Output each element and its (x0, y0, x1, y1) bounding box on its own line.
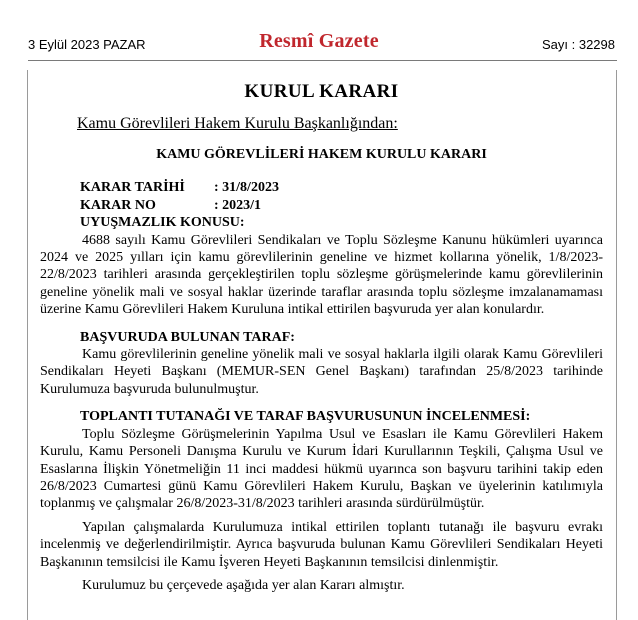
section-heading-dispute: UYUŞMAZLIK KONUSU: (80, 215, 245, 231)
document-body (40, 80, 603, 594)
gazette-header (0, 0, 638, 62)
paragraph: Kamu görevlilerinin geneline yönelik mali ve sosyal haklarla ilgili olarak Kamu Görevlileri Sendikaları Heyeti Başkanı (MEMUR-SEN Genel Başkanı) tarafından 25/8/2023 tarihinde Kurulumuza başvuruda bulunulmuştur. (40, 347, 603, 397)
decision-title: KAMU GÖREVLİLERİ HAKEM KURULU KARARI (156, 147, 487, 162)
meta-label: KARAR NO (80, 197, 156, 213)
paragraph: Yapılan çalışmalarda Kurulumuza intikal ettirilen toplantı tutanağı ile başvuru evrakı incelenmiş ve değerlendirilmiştir. Ayrıca başvuruda bulunan Kamu Görevlileri Sendikaları Heyeti Başkanının temsilcisi ile Kamu İşveren Heyeti Başkanının temsilcisi dinlenmiştir. (40, 519, 603, 570)
left-frame-line (27, 70, 28, 620)
paragraph: Kurulumuz bu çerçevede aşağıda yer alan Kararı almıştır. (82, 577, 405, 593)
paragraph: Toplu Sözleşme Görüşmelerinin Yapılma Usul ve Esasları ile Kamu Görevlileri Hakem Kurulu, Kamu Personeli Danışma Kurulu ve Kurum İdari Kurullarının Teşkili, Çalışma Usul ve Esaslarına İlişkin Yönetmeliğin 11 inci maddesi hükmü uyarınca son başvuru tarihini takip eden 26/8/2023 Cumartesi günü Kamu Görevlileri Hakem Kurulu, Başkan ve üyelerinin katılımıyla toplanmış ve çalışmalar 26/8/2023-31/8/2023 tarihleri arasında sürdürülmüştür. (40, 426, 603, 512)
document-title: KURUL KARARI (244, 81, 399, 102)
meta-value: : 2023/1 (214, 197, 262, 213)
section-heading-applicant: BAŞVURUDA BULUNAN TARAF: (80, 329, 295, 345)
issuer-line: Kamu Görevlileri Hakem Kurulu Başkanlığından: (77, 115, 398, 132)
header-divider (28, 60, 617, 61)
meta-decision-date (80, 179, 603, 196)
meta-label: KARAR TARİHİ (80, 180, 185, 196)
paragraph: 4688 sayılı Kamu Görevlileri Sendikaları ve Toplu Sözleşme Kanunu hükümleri uyarınca 2024 ve 2025 yılları için kamu görevlilerinin geneline ve hizmet kollarına yönelik, 1/8/2023-22/8/2023 tarihleri arasında gerçekleştirilen toplu sözleşme görüşmelerinde kamu görevlilerinin geneline yönelik mali ve sosyal haklar üzerinde taraflar arasında toplu sözleşme imzalanamaması üzerine Kamu Görevlileri Hakem Kuruluna intikal ettirilen başvuruda yer alan konulardır. (40, 232, 603, 318)
meta-decision-number (80, 197, 603, 214)
meta-value: : 31/8/2023 (214, 180, 279, 196)
right-frame-line (616, 70, 617, 620)
gazette-title: Resmî Gazete (259, 30, 379, 52)
section-heading-review: TOPLANTI TUTANAĞI VE TARAF BAŞVURUSUNUN İNCELENMESİ: (80, 409, 531, 425)
issue-number: Sayı : 32298 (542, 37, 615, 52)
issue-date: 3 Eylül 2023 PAZAR (28, 37, 146, 52)
